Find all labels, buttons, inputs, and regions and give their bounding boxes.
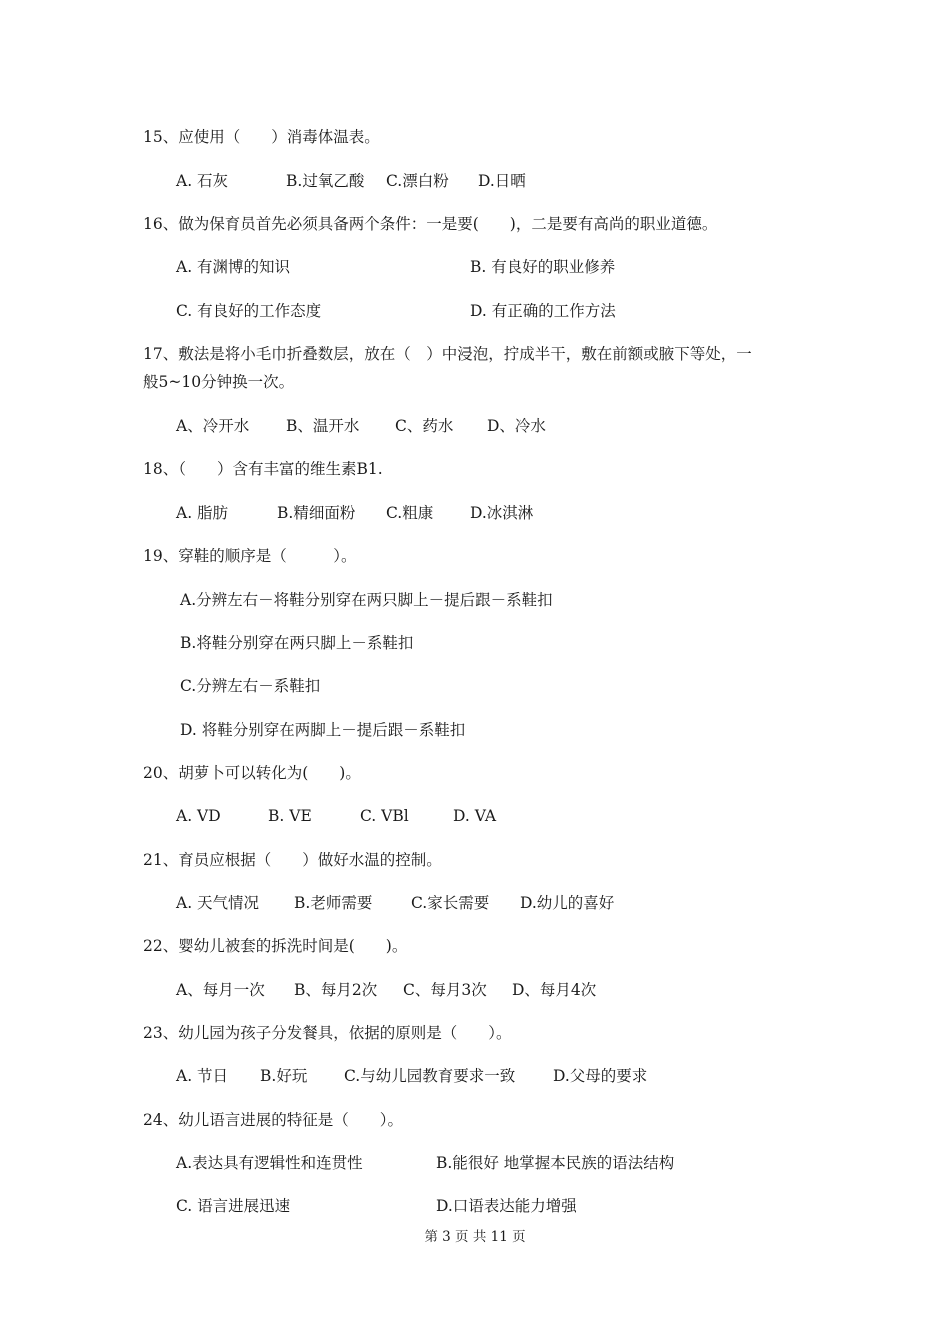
option-18-a: A. 脂肪 [176,504,229,522]
question-16: 16、做为保育员首先必须具备两个条件：一是要( )，二是要有高尚的职业道德。 [143,215,718,233]
question-22: 22、婴幼儿被套的拆洗时间是( )。 [143,937,408,955]
option-15-a: A. 石灰 [176,172,229,190]
option-16-d: D. 有正确的工作方法 [470,302,616,320]
option-15-b: B.过氧乙酸 [286,172,365,190]
option-23-d: D.父母的要求 [553,1067,648,1085]
option-18-d: D.冰淇淋 [470,504,534,522]
question-18: 18、（ ）含有丰富的维生素B1. [143,460,383,478]
option-20-d: D. VA [453,807,497,825]
option-22-d: D、每月4次 [512,981,597,999]
option-15-d: D.日晒 [478,172,526,190]
option-21-d: D.幼儿的喜好 [520,894,615,912]
option-19-d: D. 将鞋分别穿在两脚上－提后跟－系鞋扣 [180,721,466,739]
question-19: 19、穿鞋的顺序是（ ）。 [143,547,357,565]
option-17-d: D、冷水 [487,417,546,435]
option-21-c: C.家长需要 [411,894,490,912]
option-23-b: B.好玩 [260,1067,308,1085]
option-23-c: C.与幼儿园教育要求一致 [344,1067,516,1085]
option-22-c: C、每月3次 [403,981,487,999]
option-18-b: B.精细面粉 [277,504,356,522]
question-21: 21、育员应根据（ ）做好水温的控制。 [143,851,442,869]
option-24-b: B.能很好 地掌握本民族的语法结构 [436,1154,675,1172]
option-16-b: B. 有良好的职业修养 [470,258,616,276]
option-20-a: A. VD [176,807,221,825]
question-23: 23、幼儿园为孩子分发餐具，依据的原则是（ ）。 [143,1024,512,1042]
option-24-d: D.口语表达能力增强 [436,1197,577,1215]
option-17-c: C、药水 [395,417,454,435]
question-15: 15、应使用（ ）消毒体温表。 [143,128,380,146]
option-21-a: A. 天气情况 [176,894,260,912]
option-24-a: A.表达具有逻辑性和连贯性 [176,1154,363,1172]
option-21-b: B.老师需要 [294,894,373,912]
question-17-line-2: 般5~10分钟换一次。 [143,373,295,391]
option-23-a: A. 节日 [176,1067,229,1085]
option-18-c: C.粗康 [386,504,434,522]
option-19-c: C.分辨左右－系鞋扣 [180,677,321,695]
option-17-a: A、冷开水 [176,417,250,435]
page-number-footer: 第 3 页 共 11 页 [424,1229,526,1245]
option-22-a: A、每月一次 [176,981,265,999]
option-22-b: B、每月2次 [294,981,378,999]
option-16-c: C. 有良好的工作态度 [176,302,322,320]
question-17-line-1: 17、敷法是将小毛巾折叠数层，放在（ ）中浸泡，拧成半干，敷在前额或腋下等处，一 [143,345,752,363]
option-19-b: B.将鞋分别穿在两只脚上－系鞋扣 [180,634,414,652]
question-24: 24、幼儿语言进展的特征是（ ）。 [143,1111,403,1129]
question-20: 20、胡萝卜可以转化为( )。 [143,764,361,782]
option-20-b: B. VE [268,807,312,825]
option-16-a: A. 有渊博的知识 [176,258,291,276]
option-24-c: C. 语言进展迅速 [176,1197,291,1215]
option-15-c: C.漂白粉 [386,172,449,190]
option-17-b: B、温开水 [286,417,360,435]
option-19-a: A.分辨左右－将鞋分别穿在两只脚上－提后跟－系鞋扣 [180,591,553,609]
option-20-c: C. VBl [360,807,409,825]
